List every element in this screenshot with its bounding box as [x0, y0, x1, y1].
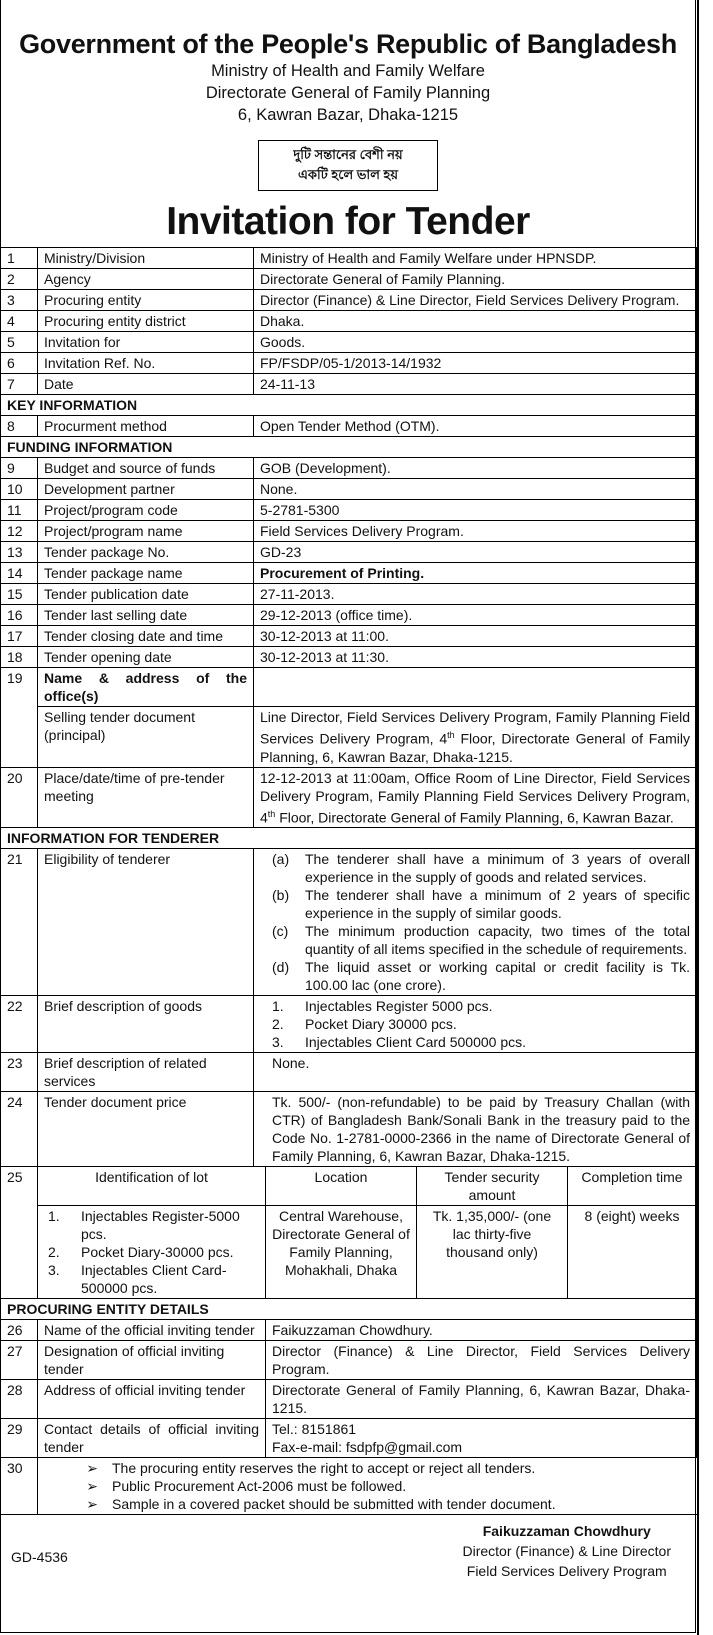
row-label: Contact details of official inviting tender: [38, 1419, 266, 1458]
value-part: Line Director, Field Services Delivery Program, Family Planning Field Services Delivery Program, 4: [260, 709, 691, 747]
row-label: Tender package No.: [38, 542, 254, 563]
table-row: [1, 1053, 697, 1092]
list-item: [272, 922, 690, 958]
note-text: Sample in a covered packet should be submitted with tender document.: [112, 1496, 556, 1513]
table-row: [1, 1341, 697, 1380]
row-value: [266, 1419, 697, 1458]
row-value: Directorate General of Family Planning.: [254, 269, 697, 290]
row-number: 15: [1, 584, 38, 605]
note-item: [44, 1495, 691, 1513]
row-value: GD-23: [254, 542, 697, 563]
row-label: Invitation Ref. No.: [38, 353, 254, 374]
row-number: 11: [1, 500, 38, 521]
row-value: Open Tender Method (OTM).: [254, 416, 697, 437]
row-number: 10: [1, 479, 38, 500]
item-text: Injectables Client Card 500000 pcs.: [305, 1034, 527, 1051]
row-number: 12: [1, 521, 38, 542]
item-marker: 2.: [272, 1016, 284, 1033]
row-number: 9: [1, 458, 38, 479]
superscript: th: [447, 730, 455, 740]
row-sub-label: Selling tender document (principal): [38, 707, 254, 768]
row-number: 20: [1, 767, 38, 828]
row-label: Ministry/Division: [38, 248, 254, 269]
row-number: 3: [1, 290, 38, 311]
row-label: Procuring entity: [38, 290, 254, 311]
row-number: 7: [1, 374, 38, 395]
row-value: 29-12-2013 (office time).: [254, 605, 697, 626]
table-row: [1, 311, 697, 332]
header: [1, 28, 695, 247]
row-number: 23: [1, 1053, 38, 1092]
table-row: [1, 521, 697, 542]
row-value: Director (Finance) & Line Director, Field Services Delivery Program.: [266, 1341, 697, 1380]
row-value: Goods.: [254, 332, 697, 353]
item-marker: (c): [272, 923, 289, 940]
table-row: [1, 584, 697, 605]
item-marker: 2.: [48, 1244, 60, 1261]
row-label: Procurment method: [38, 416, 254, 437]
item-marker: (d): [272, 959, 290, 976]
row-label: Development partner: [38, 479, 254, 500]
row-number: 29: [1, 1419, 38, 1458]
item-marker: 1.: [48, 1208, 60, 1225]
row-label: Project/program code: [38, 500, 254, 521]
address-line: 6, Kawran Bazar, Dhaka-1215: [237, 106, 459, 124]
item-marker: (b): [272, 887, 290, 904]
table-row: [1, 563, 697, 584]
table-row: [1, 647, 697, 668]
ad-code: GD-4536: [11, 1549, 68, 1566]
signer-name: Faikuzzaman Chowdhury: [482, 1523, 651, 1540]
row-number: 8: [1, 416, 38, 437]
row-label: Name & address of the office(s): [38, 668, 254, 707]
lot-header: Identification of lot: [38, 1167, 266, 1206]
row-label: Brief description of related services: [38, 1053, 254, 1092]
table-row: [1, 353, 697, 374]
ministry-line: Ministry of Health and Family Welfare: [211, 62, 485, 80]
row-label: Name of the official inviting tender: [38, 1320, 266, 1341]
table-row: [1, 1092, 697, 1167]
funding-rows: [1, 458, 697, 668]
table-row: [1, 626, 697, 647]
location-header: Location: [266, 1167, 417, 1206]
row-value: 27-11-2013.: [254, 584, 697, 605]
row-number: 18: [1, 647, 38, 668]
table-row: [1, 996, 697, 1053]
row-number: 4: [1, 311, 38, 332]
row-value: Ministry of Health and Family Welfare under HPNSDP.: [254, 248, 697, 269]
page-title: Invitation for Tender: [166, 200, 530, 243]
row-value: None.: [254, 479, 697, 500]
footer: [1, 1515, 695, 1595]
general-rows: [1, 248, 697, 395]
list-item: [272, 997, 690, 1015]
row-value: 24-11-13: [254, 374, 697, 395]
row-number: 27: [1, 1341, 38, 1380]
row-label: Invitation for: [38, 332, 254, 353]
row-number: 6: [1, 353, 38, 374]
item-marker: 3.: [272, 1034, 284, 1051]
section-heading: FUNDING INFORMATION: [1, 437, 697, 458]
row-number: 5: [1, 332, 38, 353]
row-number: 26: [1, 1320, 38, 1341]
table-row: [1, 374, 697, 395]
row-number: 28: [1, 1380, 38, 1419]
table-row: [1, 1380, 697, 1419]
lot-item: [44, 1261, 259, 1297]
security-header: Tender security amount: [417, 1167, 568, 1206]
row-label: Address of official inviting tender: [38, 1380, 266, 1419]
item-text: The tenderer shall have a minimum of 2 years of specific experience in the supply of similar goods.: [305, 887, 691, 922]
row-label: Date: [38, 374, 254, 395]
row-value: Directorate General of Family Planning, 6, Kawran Bazar, Dhaka-1215.: [266, 1380, 697, 1419]
row-value: None.: [254, 1053, 697, 1092]
signer-title: Director (Finance) & Line Director: [462, 1543, 671, 1560]
arrow-bullet-icon: ➢: [86, 1478, 98, 1495]
procuring-rows: [1, 1320, 697, 1419]
row-number: 1: [1, 248, 38, 269]
lot-completion: 8 (eight) weeks: [568, 1206, 697, 1299]
note-text: The procuring entity reserves the right to accept or reject all tenders.: [112, 1460, 536, 1477]
arrow-bullet-icon: ➢: [86, 1496, 98, 1513]
tender-table: [0, 247, 697, 1515]
value-part: 12-12-2013 at 11:00am, Office Room of Line Director, Field Services Delivery Program, Family Planning Field Services Delivery Program, 4: [260, 769, 691, 826]
row-number: 19: [1, 668, 38, 768]
row-number: 13: [1, 542, 38, 563]
list-item: [272, 958, 690, 994]
list-item: [272, 1033, 690, 1051]
table-row: [1, 542, 697, 563]
table-row: [1, 1320, 697, 1341]
list-item: [272, 850, 690, 886]
lot-item: [44, 1243, 259, 1261]
table-row: [1, 1419, 697, 1458]
row-label: Brief description of goods: [38, 996, 254, 1053]
row-value: [254, 668, 697, 707]
row-value: 5-2781-5300: [254, 500, 697, 521]
row-number: 24: [1, 1092, 38, 1167]
row-label: Agency: [38, 269, 254, 290]
row-label: Tender opening date: [38, 647, 254, 668]
table-row: [1, 668, 697, 707]
row-label: Eligibility of tenderer: [38, 849, 254, 996]
superscript: th: [267, 808, 276, 819]
section-heading: KEY INFORMATION: [1, 395, 697, 416]
notes-list: [38, 1458, 697, 1515]
row-number: 30: [1, 1458, 38, 1515]
table-row: [1, 290, 697, 311]
item-marker: 1.: [272, 998, 284, 1015]
row-number: 25: [1, 1167, 38, 1299]
item-text: Injectables Register-5000 pcs.: [81, 1208, 240, 1243]
row-label: Tender last selling date: [38, 605, 254, 626]
row-value: 30-12-2013 at 11:00.: [254, 626, 697, 647]
row-label: Designation of official inviting tender: [38, 1341, 266, 1380]
row-number: 17: [1, 626, 38, 647]
item-marker: (a): [272, 851, 290, 868]
value-part: Floor, Directorate General of Family Planning, 6, Kawran Bazar.: [275, 809, 674, 826]
row-label: Tender publication date: [38, 584, 254, 605]
note-text: Public Procurement Act-2006 must be followed.: [112, 1478, 407, 1495]
row-label: Place/date/time of pre-tender meeting: [38, 767, 254, 828]
table-row: [1, 332, 697, 353]
table-row: [1, 849, 697, 996]
table-row: [1, 1458, 697, 1515]
contact-tel: Tel.: 8151861: [272, 1421, 357, 1438]
list-item: [272, 1015, 690, 1033]
row-label: Tender package name: [38, 563, 254, 584]
signature-block: [462, 1521, 671, 1581]
slogan-box: [258, 140, 438, 191]
note-item: [44, 1477, 691, 1495]
row-value: Tk. 500/- (non-refundable) to be paid by Treasury Challan (with CTR) of Bangladesh Bank/Sonali Bank in the treasury paid to the Code No. 1-2781-0000-2366 in the name of Directorate General of Family Planning, 6, Kawran Bazar, Dhaka-1215.: [254, 1092, 697, 1167]
row-number: 14: [1, 563, 38, 584]
row-value: GOB (Development).: [254, 458, 697, 479]
lot-row: [1, 1206, 697, 1299]
item-text: The liquid asset or working capital or credit facility is Tk. 100.00 lac (one crore).: [305, 959, 691, 994]
item-text: The tenderer shall have a minimum of 3 years of overall experience in the supply of goods and related services.: [305, 851, 691, 886]
row-value: Field Services Delivery Program.: [254, 521, 697, 542]
row-value: Faikuzzaman Chowdhury.: [266, 1320, 697, 1341]
row-value: Director (Finance) & Line Director, Field Services Delivery Program.: [254, 290, 697, 311]
row-value: [254, 707, 697, 768]
row-number: 2: [1, 269, 38, 290]
item-text: Injectables Client Card-500000 pcs.: [81, 1262, 227, 1297]
lot-list: [38, 1206, 266, 1299]
arrow-bullet-icon: ➢: [86, 1460, 98, 1477]
table-row: [1, 707, 697, 768]
lot-item: [44, 1207, 259, 1243]
goods-list: [254, 996, 697, 1053]
item-text: Pocket Diary 30000 pcs.: [305, 1016, 457, 1033]
eligibility-list: [254, 849, 697, 996]
slogan-line-1: দুটি সন্তানের বেশী নয়: [293, 147, 403, 162]
table-row: [1, 479, 697, 500]
item-text: The minimum production capacity, two times of the total quantity of all items specified in the schedule of requirements.: [305, 923, 691, 958]
lot-location: Central Warehouse, Directorate General of Family Planning, Mohakhali, Dhaka: [266, 1206, 417, 1299]
slogan-line-2: একটি হলে ভাল হয়: [298, 167, 398, 182]
item-text: Injectables Register 5000 pcs.: [305, 998, 493, 1015]
directorate-line: Directorate General of Family Planning: [205, 84, 491, 102]
table-row: [1, 248, 697, 269]
row-label: Tender document price: [38, 1092, 254, 1167]
table-row: [1, 269, 697, 290]
row-value: [254, 767, 697, 828]
government-heading: Government of the People's Republic of Bangladesh: [19, 29, 677, 59]
row-label: Procuring entity district: [38, 311, 254, 332]
row-label: Project/program name: [38, 521, 254, 542]
row-label: Budget and source of funds: [38, 458, 254, 479]
row-number: 16: [1, 605, 38, 626]
row-label: Tender closing date and time: [38, 626, 254, 647]
table-row: [1, 500, 697, 521]
table-row: [1, 458, 697, 479]
row-value: Dhaka.: [254, 311, 697, 332]
row-value: FP/FSDP/05-1/2013-14/1932: [254, 353, 697, 374]
section-heading: PROCURING ENTITY DETAILS: [1, 1299, 697, 1320]
item-marker: 3.: [48, 1262, 60, 1279]
table-row: [1, 767, 697, 828]
section-heading: INFORMATION FOR TENDERER: [1, 828, 697, 849]
note-item: [44, 1459, 691, 1477]
row-number: 21: [1, 849, 38, 996]
lot-security: Tk. 1,35,000/- (one lac thirty-five thousand only): [417, 1206, 568, 1299]
value-part: Floor, Directorate General of Family Planning, 6, Kawran Bazar, Dhaka-1215.: [260, 730, 691, 765]
row-value: 30-12-2013 at 11:30.: [254, 647, 697, 668]
list-item: [272, 886, 690, 922]
table-row: [1, 605, 697, 626]
contact-email: Fax-e-mail: fsdpfp@gmail.com: [272, 1439, 463, 1456]
item-text: Pocket Diary-30000 pcs.: [81, 1244, 234, 1261]
signer-program: Field Services Delivery Program: [466, 1563, 667, 1580]
lot-header-row: [1, 1167, 697, 1206]
page-edge: [697, 0, 699, 1635]
row-value: Procurement of Printing.: [254, 563, 697, 584]
completion-header: Completion time: [568, 1167, 697, 1206]
row-number: 22: [1, 996, 38, 1053]
table-row: [1, 416, 697, 437]
